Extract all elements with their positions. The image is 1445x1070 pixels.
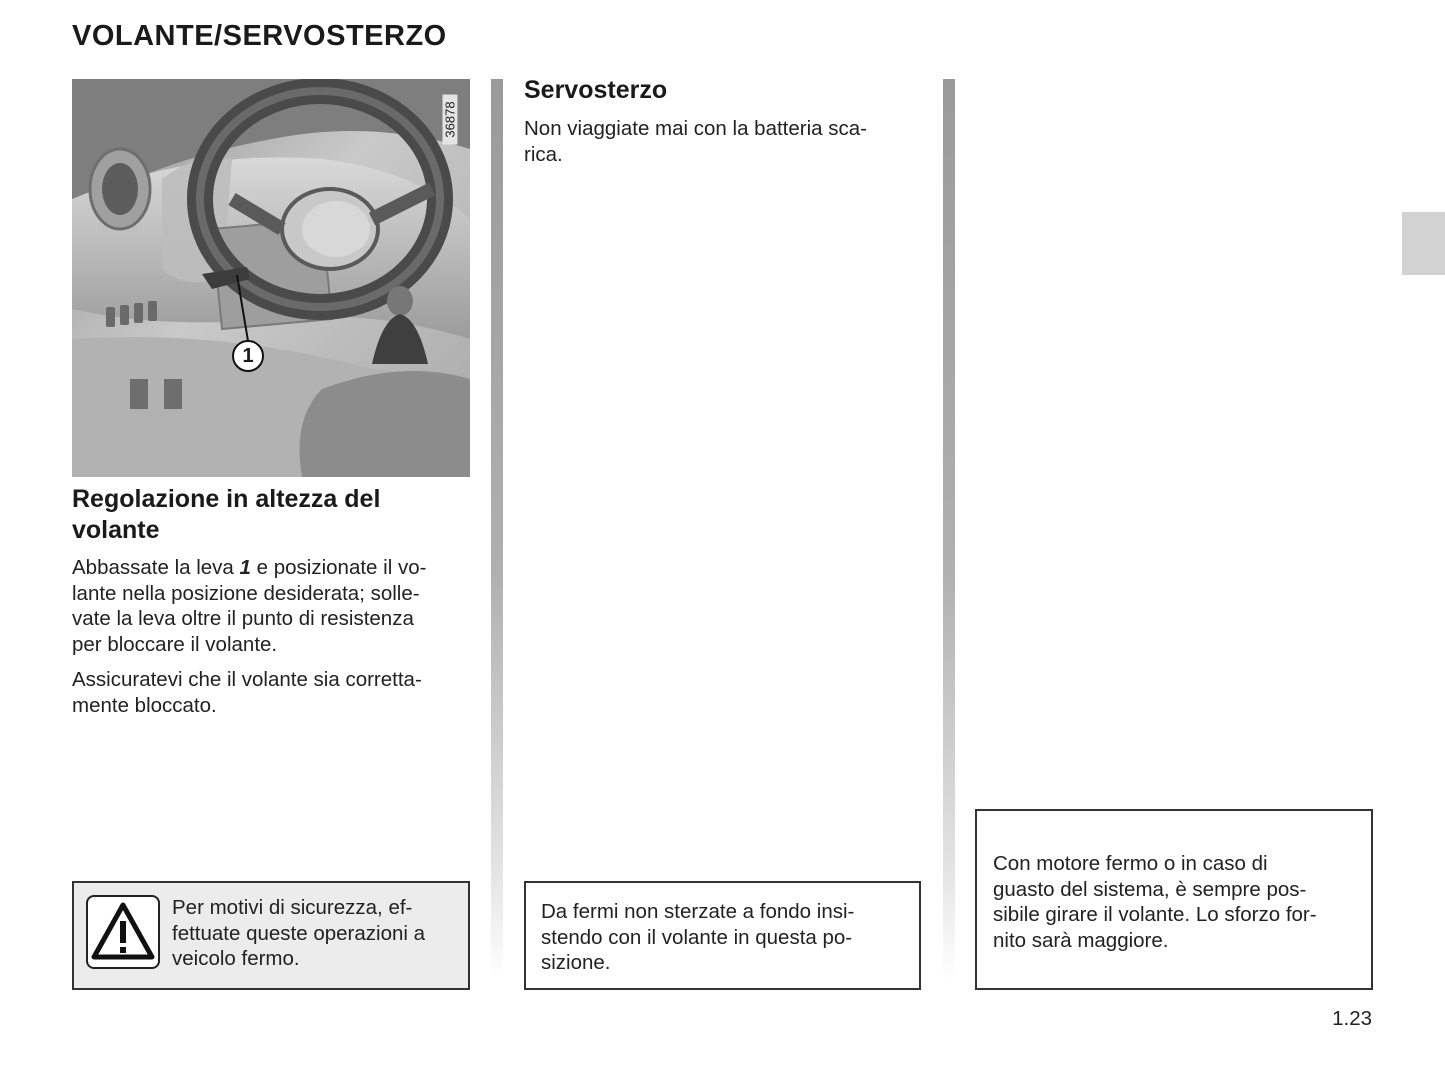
- text-fragment: Abbassate la leva: [72, 556, 240, 579]
- text-line: lante nella posizione desiderata; solle-: [72, 581, 420, 605]
- column-divider: [943, 79, 955, 979]
- steering-wheel-photo: [72, 79, 470, 477]
- text-line: per bloccare il volante.: [72, 632, 278, 656]
- section-heading-height-adjustment: [72, 484, 380, 546]
- text-line: Assicuratevi che il volante sia corretta-: [72, 668, 422, 691]
- steering-lock-note-text: [541, 899, 906, 976]
- safety-warning-text: [172, 895, 462, 972]
- adjustment-instructions: [72, 555, 470, 657]
- engine-off-note-box: [975, 809, 1373, 990]
- text-line: rica.: [524, 142, 563, 166]
- battery-warning-text: [524, 116, 922, 167]
- steering-lock-note-box: [524, 881, 921, 990]
- text-line: guasto del sistema, è sempre pos-: [993, 877, 1307, 901]
- section-heading-line: Regolazione in altezza del: [72, 485, 381, 513]
- page-title: VOLANTE/SERVOSTERZO: [72, 20, 447, 52]
- warning-triangle-icon: [86, 895, 160, 969]
- text-line: Non viaggiate mai con la batteria sca-: [524, 117, 867, 140]
- section-heading-power-steering: Servosterzo: [524, 76, 668, 104]
- text-fragment: e posizionate il vo-: [250, 556, 427, 579]
- section-heading-line: volante: [72, 516, 160, 544]
- text-line: Da fermi non sterzate a fondo insi-: [541, 900, 855, 923]
- column-divider: [491, 79, 503, 979]
- text-line: stendo con il volante in questa po-: [541, 925, 853, 949]
- text-line: vate la leva oltre il punto di resistenza: [72, 607, 414, 630]
- text-line: mente bloccato.: [72, 693, 217, 717]
- text-line: Con motore fermo o in caso di: [993, 852, 1268, 875]
- safety-warning-box: [72, 881, 470, 990]
- text-line: fettuate queste operazioni a: [172, 921, 426, 945]
- figure-reference-number: 36878: [443, 95, 458, 145]
- lever-reference: 1: [239, 556, 251, 579]
- text-line: Per motivi di sicurezza, ef-: [172, 896, 413, 919]
- text-line: veicolo fermo.: [172, 947, 300, 970]
- engine-off-note-text: [993, 851, 1357, 953]
- page-number: 1.23: [1332, 1007, 1372, 1030]
- text-line: nito sarà maggiore.: [993, 928, 1169, 952]
- text-line: sizione.: [541, 951, 611, 974]
- chapter-tab-marker: [1402, 212, 1445, 275]
- text-line: sibile girare il volante. Lo sforzo for-: [993, 903, 1317, 926]
- lock-check-instruction: [72, 667, 470, 718]
- figure-callout-1: 1: [242, 345, 254, 367]
